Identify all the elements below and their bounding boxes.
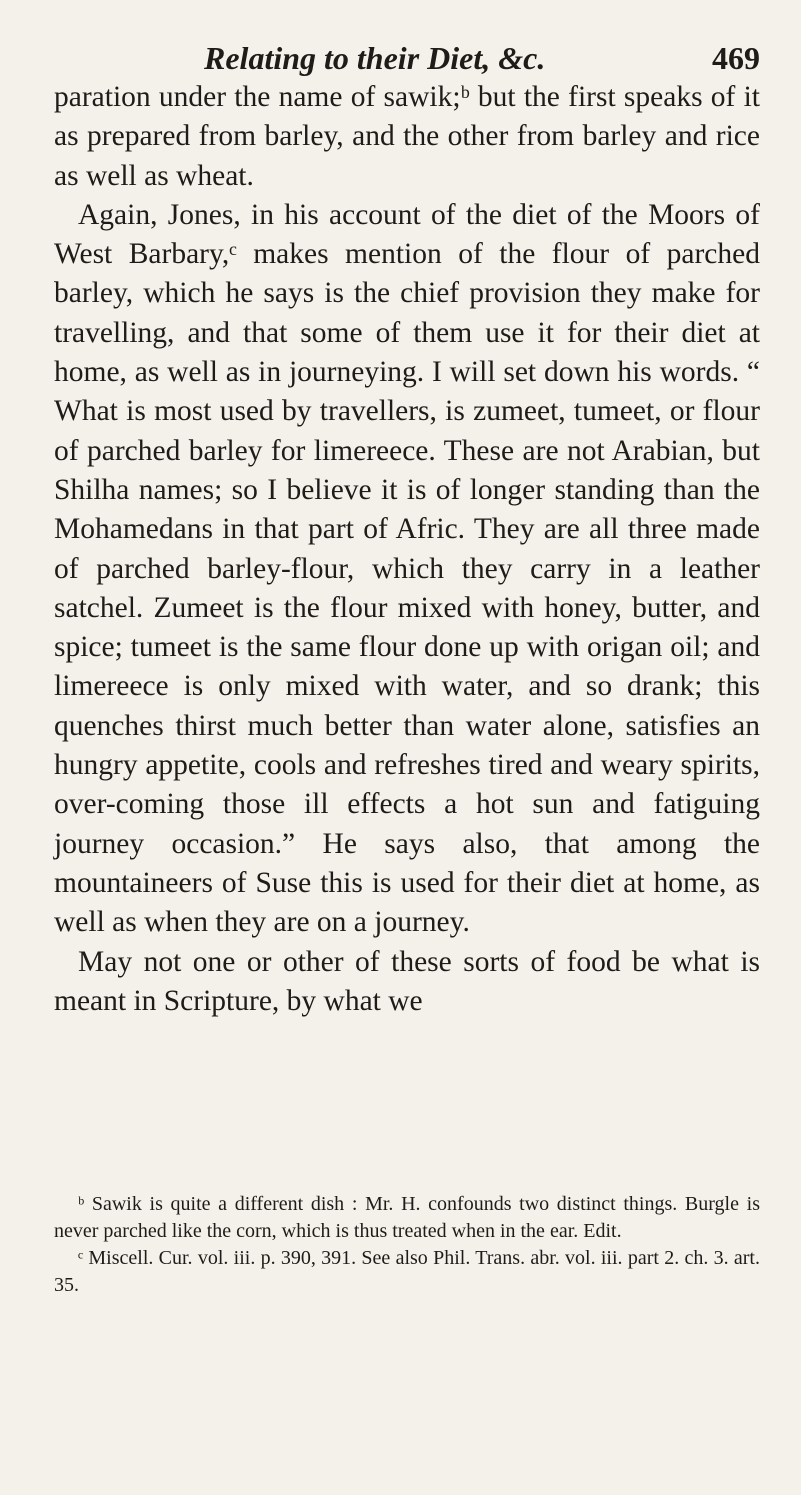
footnote-c: ᶜ Miscell. Cur. vol. iii. p. 390, 391. See also Phil. Trans. abr. vol. iii. part 2. ch. 3. art. 35.: [54, 1247, 760, 1296]
footnote-b: ᵇ Sawik is quite a different dish : Mr. H. confounds two distinct things. Burgle is never parched like the corn, which is thus treated when in the ear. Edit.: [54, 1193, 760, 1242]
paragraph-scripture: May not one or other of these sorts of food be what is meant in Scripture, by what we: [54, 945, 760, 1017]
paragraph-jones: Again, Jones, in his account of the diet of the Moors of West Barbary,ᶜ makes mention of the flour of parched barley, which he says is the chief provision they make for travelling, and that some of them use it for their diet at home, as well as in journeying. I will set down his words. “ What is most used by travellers, is zumeet, tumeet, or flour of parched barley for limereece. These are not Arabian, but Shilha names; so I believe it is of longer standing than the Mohamedans in that part of Afric. They are all three made of parched barley-flour, which they carry in a leather satchel. Zumeet is the flour mixed with honey, butter, and spice; tumeet is the same flour done up with origan oil; and limereece is only mixed with water, and so drank; this quenches thirst much better than water alone, satisfies an hungry appetite, cools and refreshes tired and weary spirits, over-coming those ill effects a hot sun and fatiguing journey occasion.” He says also, that among the mountaineers of Suse this is used for their diet at home, as well as when they are on a journey.: [54, 198, 760, 939]
running-title: Relating to their Diet, &c.: [204, 40, 546, 76]
paragraph-continuation: paration under the name of sawik;ᵇ but the first speaks of it as prepared from barley, and the other from barley and rice as well as wheat.: [54, 81, 760, 192]
body-text: [54, 78, 760, 1021]
footnotes: [54, 1191, 760, 1299]
page-number: 469: [712, 40, 760, 76]
running-header: [54, 40, 760, 80]
